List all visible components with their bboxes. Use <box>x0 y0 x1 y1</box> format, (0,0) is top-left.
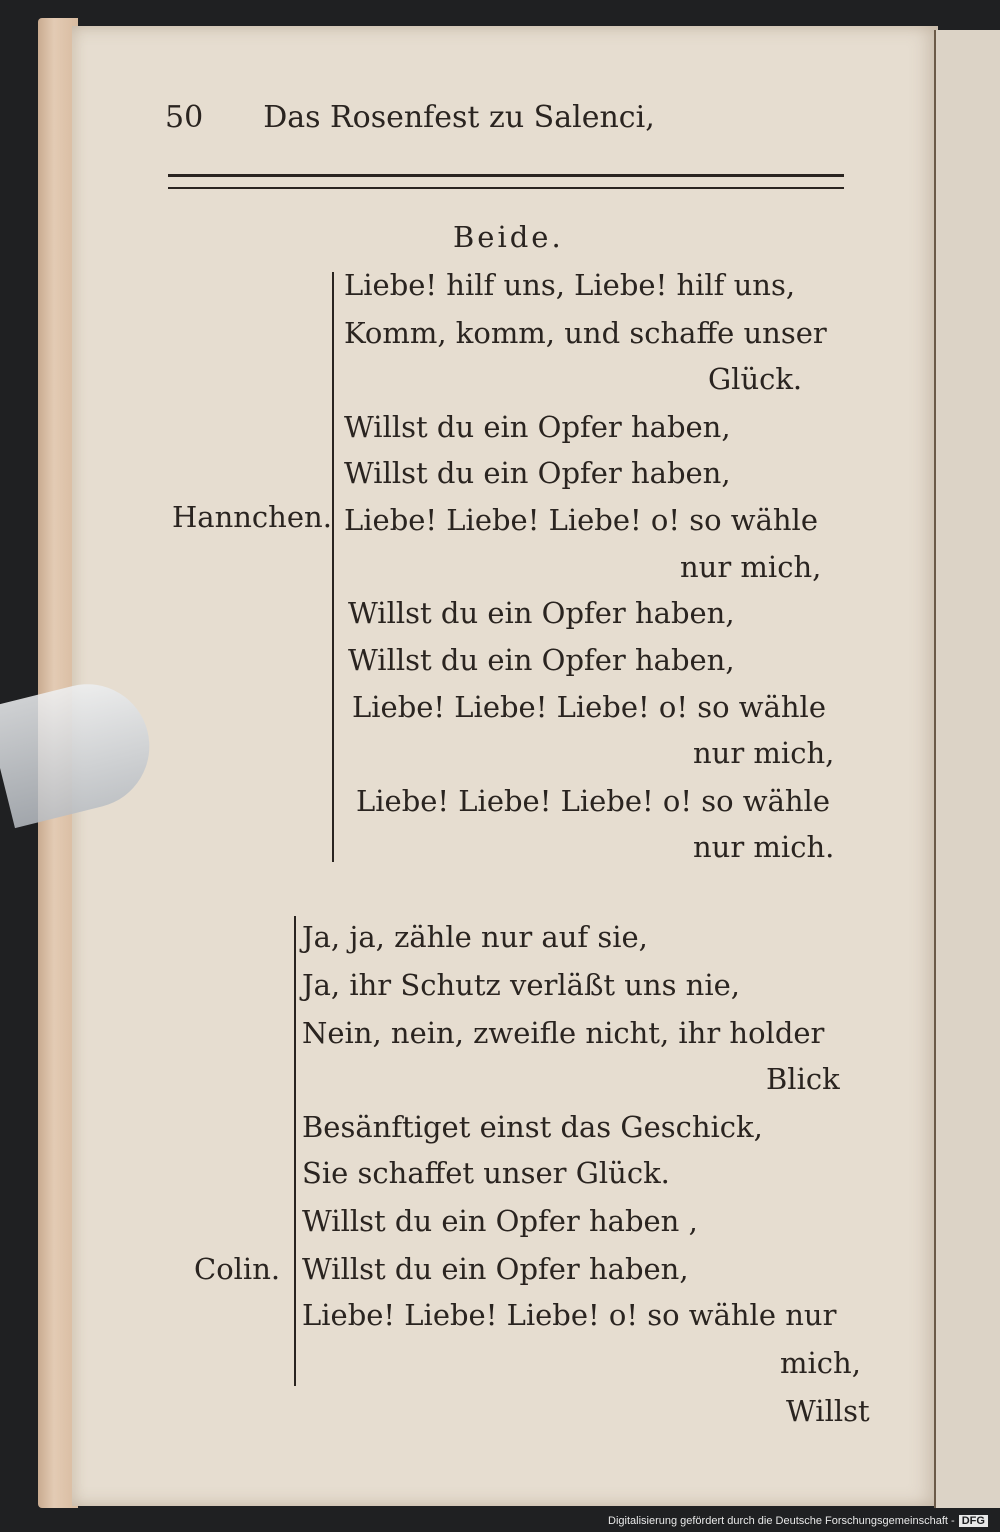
catchword: Willst <box>786 1394 870 1428</box>
verse-line: Nein, nein, zweifle nicht, ihr holder <box>302 1016 825 1050</box>
header-rule <box>168 174 844 189</box>
dfg-logo: DFG <box>959 1515 988 1527</box>
speaker-bracket <box>294 916 296 1386</box>
verse-line: Glück. <box>708 362 803 396</box>
page-number: 50 <box>165 100 204 135</box>
verse-line: Ja, ja, zähle nur auf sie, <box>302 920 648 954</box>
verse-line: Liebe! Liebe! Liebe! o! so wähle <box>356 784 830 818</box>
speaker-bracket <box>332 272 334 862</box>
running-title: Das Rosenfest zu Salenci, <box>263 100 655 135</box>
verse-line: Blick <box>766 1062 840 1096</box>
speaker-name: Hannchen. <box>172 500 332 534</box>
verse-line: Liebe! hilf uns, Liebe! hilf uns, <box>344 268 796 302</box>
verse-line: Liebe! Liebe! Liebe! o! so wähle nur <box>302 1298 837 1332</box>
section-heading: Beide. <box>453 220 564 254</box>
verse-line: Sie schaffet unser Glück. <box>302 1156 670 1190</box>
verse-line: Willst du ein Opfer haben, <box>348 596 735 630</box>
running-header <box>165 100 655 135</box>
verse-line: Willst du ein Opfer haben , <box>302 1204 698 1238</box>
verse-line: mich, <box>780 1346 861 1380</box>
verse-line: Liebe! Liebe! Liebe! o! so wähle <box>352 690 826 724</box>
verse-line: Willst du ein Opfer haben, <box>344 410 731 444</box>
verse-line: Besänftiget einst das Geschick, <box>302 1110 763 1144</box>
verse-line: Willst du ein Opfer haben, <box>302 1252 689 1286</box>
verse-line: Komm, komm, und schaffe unser <box>344 316 827 350</box>
facing-page-edge <box>934 30 1000 1508</box>
verse-line: nur mich. <box>693 830 835 864</box>
verse-line: nur mich, <box>680 550 822 584</box>
verse-line: Willst du ein Opfer haben, <box>344 456 731 490</box>
verse-line: Liebe! Liebe! Liebe! o! so wähle <box>344 503 818 537</box>
verse-line: Willst du ein Opfer haben, <box>348 643 735 677</box>
speaker-name: Colin. <box>194 1252 281 1286</box>
verse-line: Ja, ihr Schutz verläßt uns nie, <box>302 968 741 1002</box>
credit-text: Digitalisierung gefördert durch die Deutsche Forschungsgemeinschaft - <box>608 1515 955 1527</box>
verse-line: nur mich, <box>693 736 835 770</box>
digitization-credit <box>608 1515 988 1527</box>
